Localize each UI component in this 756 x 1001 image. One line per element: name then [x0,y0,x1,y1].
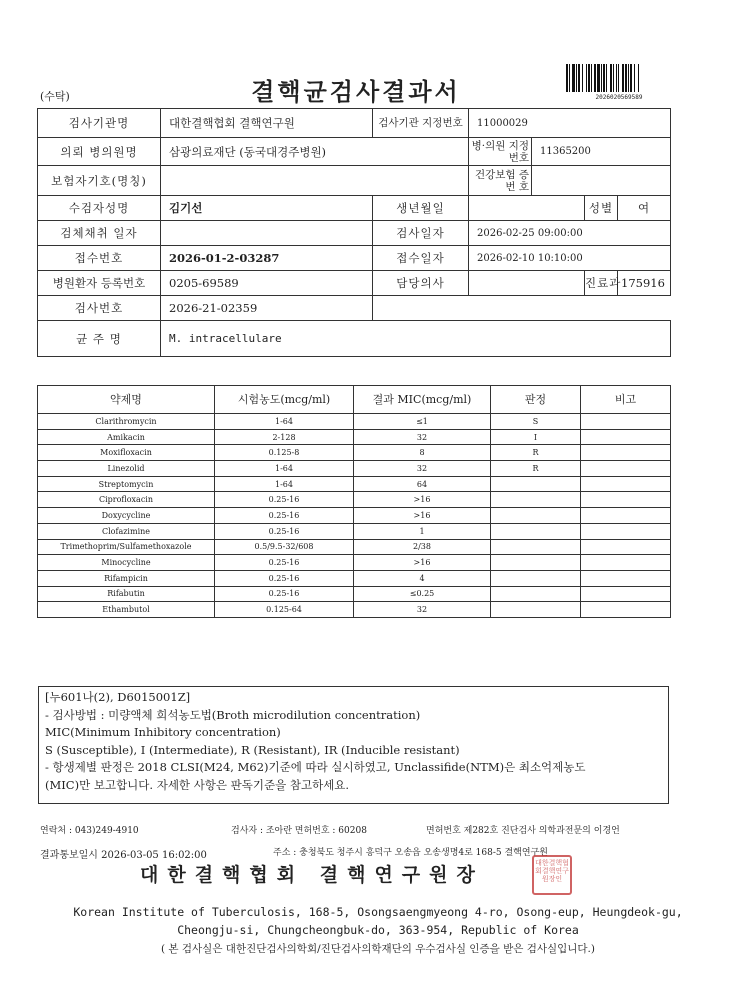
patient-value: 김기선 [161,196,373,221]
drug-mic-cell: 32 [354,602,491,618]
department-value: 175916 [618,271,671,296]
drug-mic-cell: 4 [354,570,491,586]
drug-name-cell: Moxifloxacin [38,445,215,461]
drug-remarks-cell [581,429,671,445]
drug-remarks-cell [581,555,671,571]
report-date: 결과통보일시 2026-03-05 16:02:00 [40,850,207,861]
drug-header-name: 약제명 [38,386,215,414]
contact-info: 연락처 : 043)249-4910 [40,826,139,836]
note-line: - 항생제별 판정은 2018 CLSI(M24, M62)기준에 따라 실시하였고, Unclassifide(NTM)은 최소억제농도 [45,760,586,775]
drug-remarks-cell [581,523,671,539]
drug-name-cell: Rifabutin [38,586,215,602]
drug-name-cell: Clarithromycin [38,414,215,430]
drug-interpretation-cell [491,602,581,618]
receipt-label: (수탁) [40,90,70,103]
drug-range-cell: 1-64 [215,461,354,477]
institution-label: 검사기관명 [38,109,161,138]
drug-range-cell: 0.25-16 [215,508,354,524]
license-info: 면허번호 제282호 진단검사 의학과전문의 이경언 [426,826,620,836]
receipt-date-label: 접수일자 [373,246,469,271]
note-line: MIC(Minimum Inhibitory concentration) [45,725,281,740]
receipt-date-value: 2026-02-10 10:10:00 [469,246,671,271]
drug-header-range: 시험농도(mcg/ml) [215,386,354,414]
drug-mic-cell: >16 [354,492,491,508]
drug-table [37,385,671,618]
drug-range-cell: 0.25-16 [215,555,354,571]
drug-row [38,555,671,571]
drug-mic-cell: 32 [354,461,491,477]
drug-mic-cell: 64 [354,476,491,492]
drug-interpretation-cell [491,476,581,492]
insurance-value [532,166,671,196]
organism-value: M. intracellulare [161,321,671,357]
institution-code-label: 검사기관 지정번호 [373,109,469,138]
drug-mic-cell: 8 [354,445,491,461]
accession-label: 접수번호 [38,246,161,271]
drug-interpretation-cell [491,539,581,555]
collect-date-label: 검체채취 일자 [38,221,161,246]
barcode [566,64,672,92]
drug-header-interpretation: 판정 [491,386,581,414]
drug-mic-cell: >16 [354,508,491,524]
drug-range-cell: 1-64 [215,414,354,430]
drug-mic-cell: ≤1 [354,414,491,430]
drug-row [38,476,671,492]
exam-number-value: 2026-21-02359 [161,296,373,321]
drug-name-cell: Amikacin [38,429,215,445]
doctor-value [469,271,585,296]
drug-name-cell: Rifampicin [38,570,215,586]
drug-remarks-cell [581,586,671,602]
document-title: 결핵균검사결과서 [251,78,461,106]
insurance-label: 건강보험 증 번 호 [469,166,532,196]
drug-row [38,586,671,602]
sex-label: 성별 [585,196,618,221]
drug-mic-cell: 1 [354,523,491,539]
notes-box [38,686,669,804]
birth-label: 생년월일 [373,196,469,221]
drug-row [38,508,671,524]
drug-range-cell: 0.25-16 [215,523,354,539]
drug-interpretation-cell [491,508,581,524]
drug-remarks-cell [581,602,671,618]
organization-name: 대한결핵협회 결핵연구원장 [140,864,484,886]
test-date-label: 검사일자 [373,221,469,246]
hospital-code-value: 11365200 [532,138,671,166]
drug-mic-cell: ≤0.25 [354,586,491,602]
drug-range-cell: 0.25-16 [215,570,354,586]
drug-interpretation-cell: S [491,414,581,430]
drug-name-cell: Clofazimine [38,523,215,539]
drug-interpretation-cell: I [491,429,581,445]
drug-remarks-cell [581,414,671,430]
drug-row [38,570,671,586]
drug-range-cell: 0.125-8 [215,445,354,461]
accession-value: 2026-01-2-03287 [161,246,373,271]
drug-remarks-cell [581,492,671,508]
drug-row [38,461,671,477]
patient-label: 수검자성명 [38,196,161,221]
drug-row [38,523,671,539]
barcode-number: 2026020569589 [595,94,643,101]
hospital-reg-value: 0205-69589 [161,271,373,296]
drug-range-cell: 0.25-16 [215,492,354,508]
insured-label: 보험자기호(명칭) [38,166,161,196]
organism-label: 균 주 명 [38,321,161,357]
certification-note: ( 본 검사실은 대한진단검사의학회/진단검사의학재단의 우수검사실 인증을 받은 검사실입니다.) [160,943,595,955]
drug-interpretation-cell [491,555,581,571]
drug-mic-cell: 32 [354,429,491,445]
drug-range-cell: 0.5/9.5-32/608 [215,539,354,555]
hospital-value: 삼광의료재단 (동국대경주병원) [161,138,469,166]
tester-info: 검사자 : 조아란 면허번호 : 60208 [231,826,367,836]
drug-interpretation-cell: R [491,445,581,461]
drug-range-cell: 1-64 [215,476,354,492]
drug-interpretation-cell: R [491,461,581,477]
hospital-reg-label: 병원환자 등록번호 [38,271,161,296]
institution-value: 대한결핵협회 결핵연구원 [161,109,373,138]
drug-name-cell: Streptomycin [38,476,215,492]
drug-row [38,445,671,461]
exam-number-label: 검사번호 [38,296,161,321]
info-table [37,108,671,357]
drug-mic-cell: >16 [354,555,491,571]
drug-row [38,492,671,508]
doctor-label: 담당의사 [373,271,469,296]
note-line: - 검사방법 : 미량액체 희석농도법(Broth microdilution concentration) [45,707,421,722]
drug-remarks-cell [581,508,671,524]
drug-row [38,602,671,618]
drug-remarks-cell [581,570,671,586]
birth-value [469,196,585,221]
drug-interpretation-cell [491,586,581,602]
drug-row [38,539,671,555]
drug-name-cell: Trimethoprim/Sulfamethoxazole [38,539,215,555]
drug-mic-cell: 2/38 [354,539,491,555]
drug-remarks-cell [581,461,671,477]
drug-name-cell: Ethambutol [38,602,215,618]
address-en-line2: Cheongju-si, Chungcheongbuk-do, 363-954, Republic of Korea [177,923,579,937]
drug-name-cell: Ciprofloxacin [38,492,215,508]
drug-name-cell: Doxycycline [38,508,215,524]
note-line: (MIC)만 보고합니다. 자세한 사항은 판독기준을 참고하세요. [45,777,350,792]
note-line: S (Susceptible), I (Intermediate), R (Resistant), IR (Inducible resistant) [45,742,460,757]
institution-code-value: 11000029 [469,109,671,138]
sex-value: 여 [618,196,671,221]
collect-date-value [161,221,373,246]
drug-remarks-cell [581,476,671,492]
drug-name-cell: Minocycline [38,555,215,571]
test-date-value: 2026-02-25 09:00:00 [469,221,671,246]
drug-range-cell: 0.25-16 [215,586,354,602]
hospital-code-label: 병·의원 지정번호 [469,138,532,166]
address-en-line1: Korean Institute of Tuberculosis, 168-5, Osongsaengmyeong 4-ro, Osong-eup, Heungdeok-gu, [73,905,683,919]
drug-remarks-cell [581,539,671,555]
official-seal: 대한결핵협회결핵연구원장인 [532,855,572,895]
drug-row [38,429,671,445]
drug-range-cell: 2-128 [215,429,354,445]
department-label: 진료과 [585,271,618,296]
drug-row [38,414,671,430]
note-line: [누601나(2), D6015001Z] [45,690,191,704]
drug-name-cell: Linezolid [38,461,215,477]
drug-interpretation-cell [491,492,581,508]
address-kr: 주소 : 충청북도 청주시 흥덕구 오송읍 오송생명4로 168-5 결핵연구원 [273,848,548,858]
hospital-label: 의뢰 병의원명 [38,138,161,166]
drug-interpretation-cell [491,570,581,586]
drug-range-cell: 0.125-64 [215,602,354,618]
drug-remarks-cell [581,445,671,461]
drug-header-remarks: 비고 [581,386,671,414]
drug-header-mic: 결과 MIC(mcg/ml) [354,386,491,414]
drug-interpretation-cell [491,523,581,539]
insured-value [161,166,469,196]
